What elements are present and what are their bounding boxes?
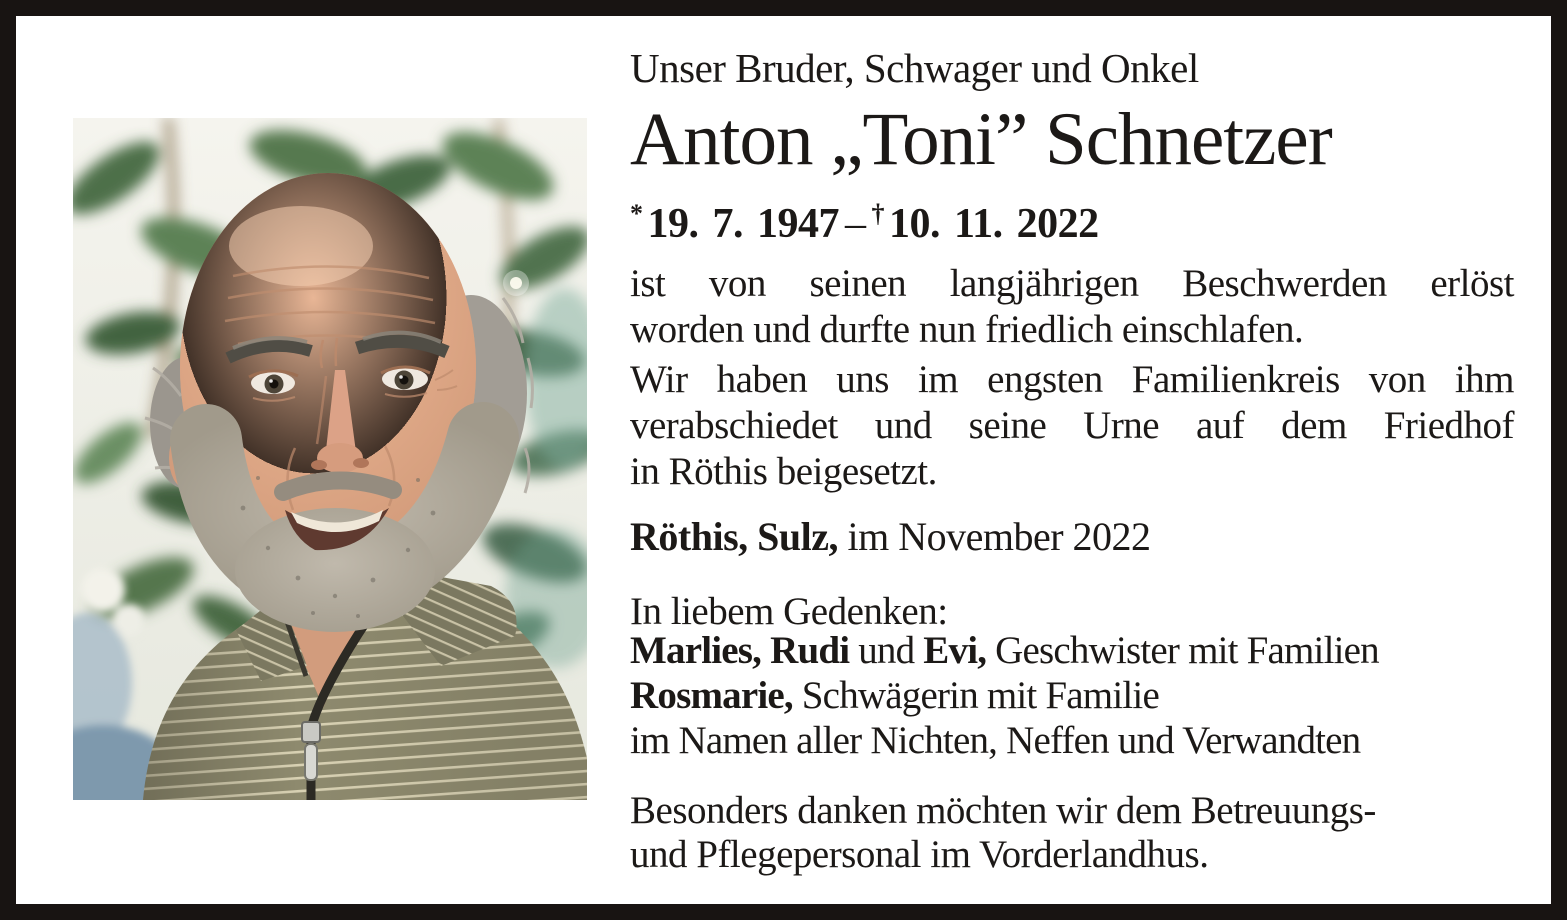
places: Röthis, Sulz, (630, 514, 838, 559)
intro-line: Unser Bruder, Schwager und Onkel (630, 45, 1199, 91)
mourner-names: Marlies, Rudi (630, 629, 850, 672)
mourner-line: im Namen aller Nichten, Neffen und Verwandten (630, 719, 1361, 762)
birth-star-symbol: * (630, 199, 643, 228)
paragraph-release (630, 261, 1514, 353)
birth-date: 19. 7. 1947 (647, 201, 839, 247)
deceased-name: Anton „Toni” Schnetzer (630, 98, 1332, 181)
paragraph-line: ist von seinen langjährigen Beschwerden erlöst (630, 262, 1514, 305)
portrait-photo (73, 118, 587, 800)
portrait-illustration (73, 118, 587, 800)
mourner-names: Evi, (923, 629, 987, 672)
mourner-line: Rosmarie, Schwägerin mit Familie (630, 674, 1159, 717)
death-date: 10. 11. 2022 (889, 201, 1099, 247)
mourners-list (630, 628, 1514, 763)
thanks-paragraph (630, 789, 1514, 877)
death-dagger-symbol: † (871, 199, 884, 228)
month-year: im November 2022 (847, 514, 1151, 559)
thanks-line: und Pflegepersonal im Vorderlandhus. (630, 833, 1209, 876)
remembrance-heading: In liebem Gedenken: (630, 590, 948, 633)
mourner-names: Rosmarie, (630, 674, 793, 717)
paragraph-line: verabschiedet und seine Urne auf dem Friedhof (630, 404, 1514, 447)
paragraph-line: in Röthis beigesetzt. (630, 450, 937, 493)
thanks-line: Besonders danken möchten wir dem Betreuungs- (630, 789, 1376, 832)
place-date-line (630, 513, 1514, 561)
bokeh-light (503, 270, 529, 296)
life-dates (630, 188, 1514, 250)
paragraph-line: worden und durfte nun friedlich einschlafen. (630, 308, 1304, 351)
date-separator: – (845, 201, 866, 247)
paragraph-farewell (630, 357, 1514, 495)
paragraph-line: Wir haben uns im engsten Familienkreis von ihm (630, 358, 1514, 401)
mourner-line: Marlies, Rudi und Evi, Geschwister mit Familien (630, 629, 1379, 672)
